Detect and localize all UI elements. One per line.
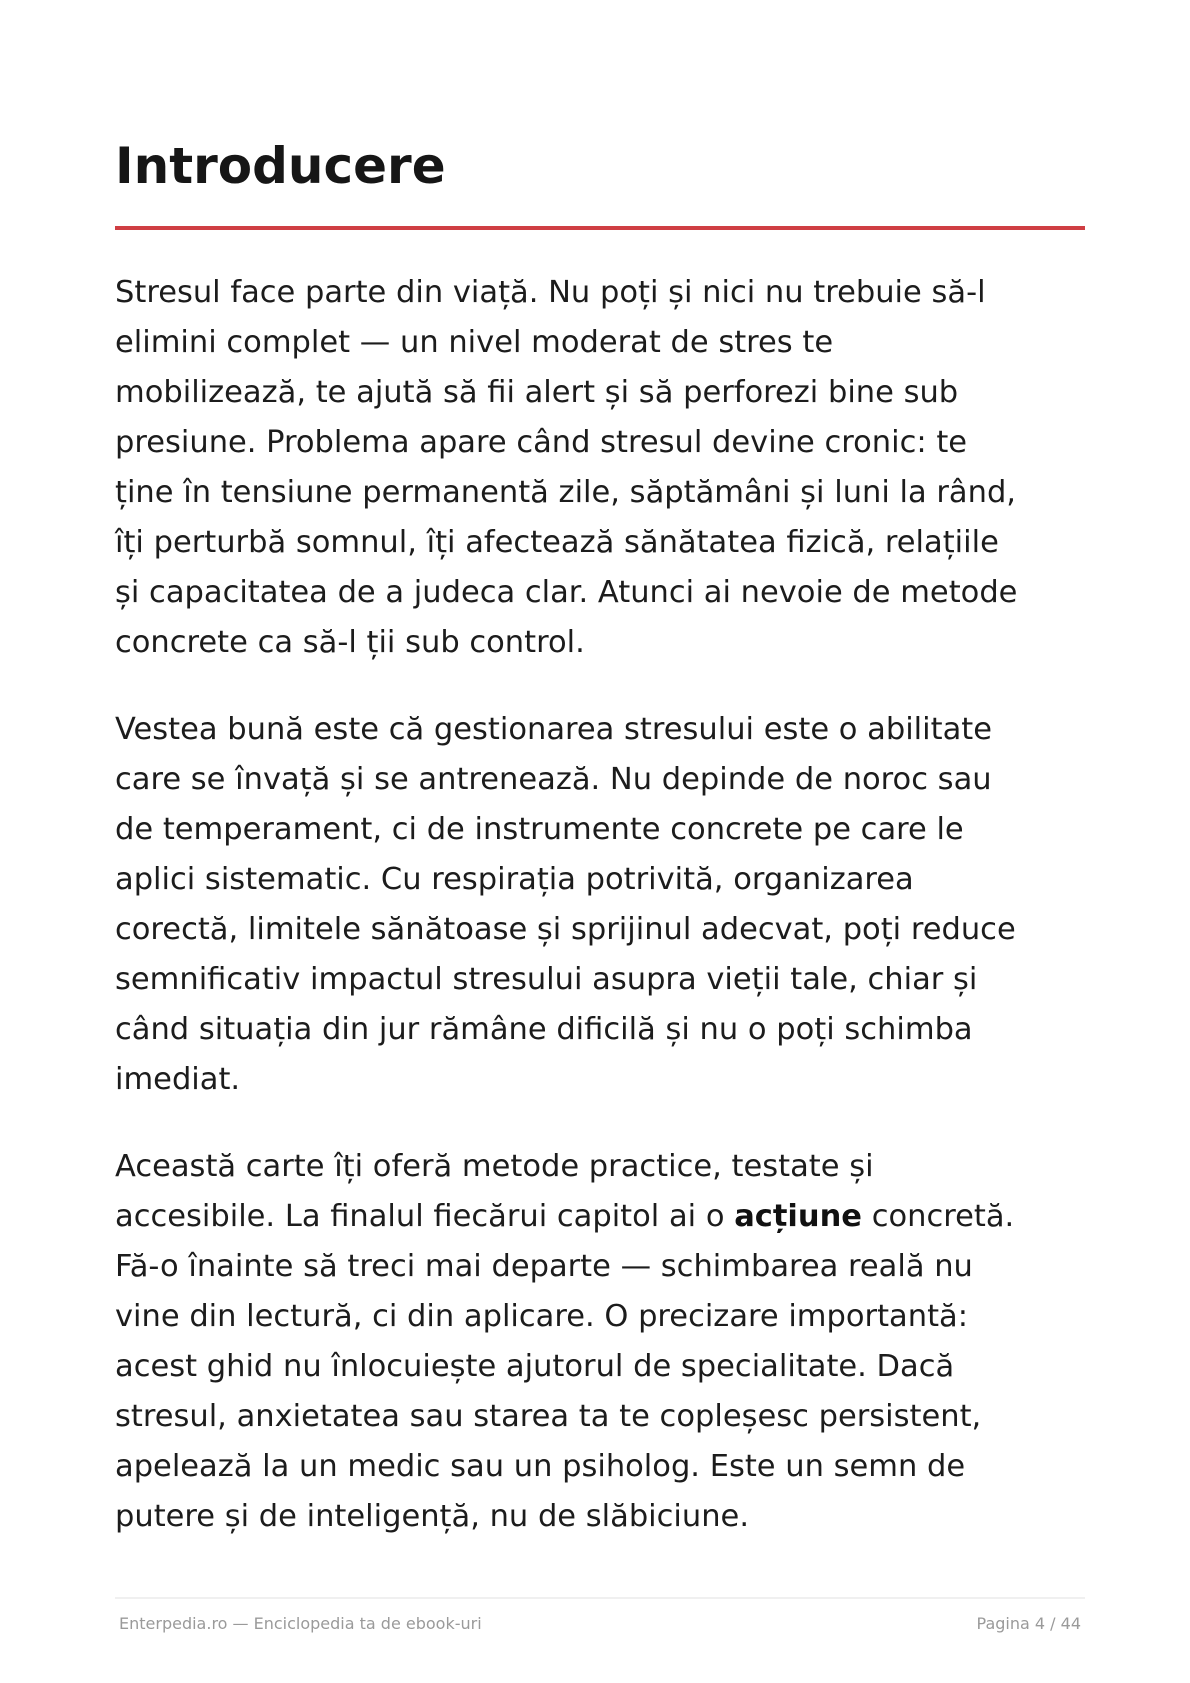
text-line: Această carte îți oferă metode practice, testate și <box>115 1149 874 1184</box>
text-line: și capacitatea de a judeca clar. Atunci ai nevoie de metode <box>115 575 1018 610</box>
text-segment: accesibile. La finalul fiecărui capitol ai o <box>115 1199 735 1234</box>
text-line <box>115 1192 1100 1242</box>
paragraph-2 <box>115 705 1100 1105</box>
text-line: stresul, anxietatea sau starea ta te copleșesc persistent, <box>115 1399 982 1434</box>
document-page <box>115 0 1085 1683</box>
chapter-title: Introducere <box>115 137 446 195</box>
emphasis-action: acțiune <box>734 1199 862 1234</box>
text-segment: concretă. <box>862 1199 1015 1234</box>
text-line: apelează la un medic sau un psiholog. Este un semn de <box>115 1449 966 1484</box>
text-line: acest ghid nu înlocuiește ajutorul de specialitate. Dacă <box>115 1349 955 1384</box>
footer-page-number: Pagina 4 / 44 <box>976 1614 1081 1633</box>
text-line: când situația din jur rămâne dificilă și nu o poți schimba <box>115 1012 973 1047</box>
text-line: mobilizează, te ajută să fii alert și să perforezi bine sub <box>115 375 959 410</box>
text-line: îți perturbă somnul, îți afectează sănătatea fizică, relațiile <box>115 525 999 560</box>
paragraph-3 <box>115 1142 1100 1542</box>
text-line: Stresul face parte din viață. Nu poți și nici nu trebuie să-l <box>115 275 986 310</box>
title-divider <box>115 226 1085 230</box>
text-line: elimini complet — un nivel moderat de stres te <box>115 325 834 360</box>
text-line: concrete ca să-l ții sub control. <box>115 625 585 660</box>
footer-divider <box>115 1597 1085 1599</box>
text-line: semnificativ impactul stresului asupra vieții tale, chiar și <box>115 962 978 997</box>
text-line: Fă-o înainte să treci mai departe — schimbarea reală nu <box>115 1249 973 1284</box>
text-line: ține în tensiune permanentă zile, săptămâni și luni la rând, <box>115 475 1017 510</box>
text-line: aplici sistematic. Cu respirația potrivită, organizarea <box>115 862 914 897</box>
chapter-body <box>115 268 1100 1579</box>
text-line: vine din lectură, ci din aplicare. O precizare importantă: <box>115 1299 968 1334</box>
text-line: Vestea bună este că gestionarea stresului este o abilitate <box>115 712 992 747</box>
text-line: care se învață și se antrenează. Nu depinde de noroc sau <box>115 762 992 797</box>
footer-site-name: Enterpedia.ro — Enciclopedia ta de ebook-uri <box>119 1614 482 1633</box>
paragraph-1 <box>115 268 1100 668</box>
text-line: de temperament, ci de instrumente concrete pe care le <box>115 812 964 847</box>
text-line: imediat. <box>115 1062 241 1097</box>
text-line: presiune. Problema apare când stresul devine cronic: te <box>115 425 968 460</box>
text-line: putere și de inteligență, nu de slăbiciune. <box>115 1499 750 1534</box>
text-line: corectă, limitele sănătoase și sprijinul adecvat, poți reduce <box>115 912 1016 947</box>
